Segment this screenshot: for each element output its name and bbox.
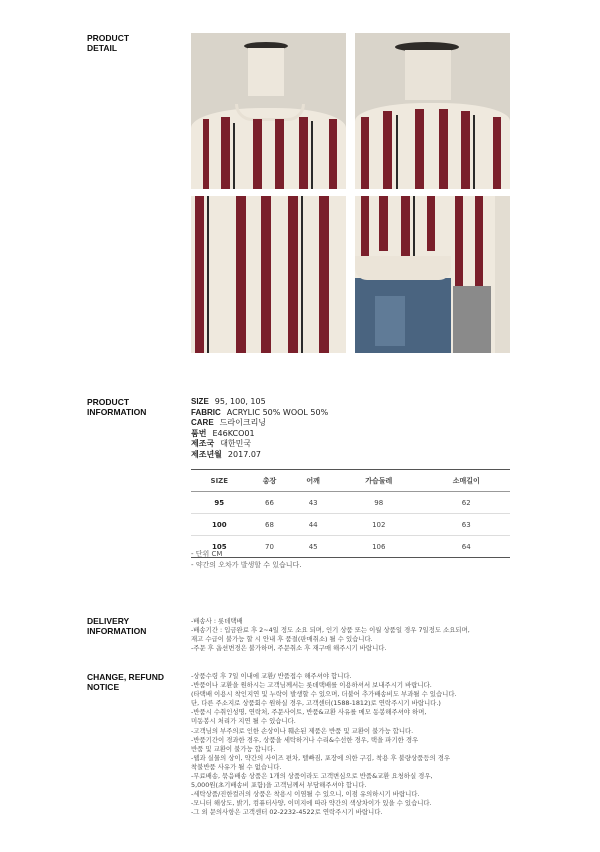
table-cell: 95 <box>214 498 225 507</box>
refund-line: -모니터 해상도, 밝기, 컴퓨터사양, 이미지에 따라 약간의 색상차이가 있을 수 있습니다. <box>191 799 432 808</box>
table-cell: 63 <box>461 520 471 529</box>
refund-line: -고객님의 부주의로 인한 손상이나 훼손된 제품은 반품 및 교환이 불가능 합니다. <box>191 726 414 735</box>
note-tolerance: - 약간의 오차가 발생할 수 있습니다. <box>191 561 302 569</box>
table-cell: 98 <box>374 498 384 507</box>
detail-photo-cuff <box>355 196 510 353</box>
column-header: 가슴둘레 <box>365 476 393 485</box>
change-refund-notice-title: CHANGE, REFUND NOTICE <box>87 672 164 692</box>
table-cell: 66 <box>264 498 274 507</box>
info-row-care: CARE 드라이크리닝 <box>191 418 267 427</box>
column-header: 총장 <box>262 476 277 485</box>
info-row-country: 제조국 대한민국 <box>191 439 252 448</box>
table-row <box>191 514 510 536</box>
table-cell: 100 <box>211 520 227 529</box>
product-detail-title: PRODUCT DETAIL <box>87 33 130 53</box>
refund-line: -무료배송, 묶음배송 상품은 1개의 상품이라도 고객변심으로 반품&교환 요청하실 경우, <box>191 772 433 781</box>
product-info-list <box>191 397 328 460</box>
table-row <box>191 492 510 514</box>
refund-notice-text <box>191 672 457 818</box>
table-cell: 105 <box>211 542 227 551</box>
delivery-information-title: DELIVERY INFORMATION <box>87 616 147 636</box>
info-row-fabric: FABRIC ACRYLIC 50% WOOL 50% <box>191 407 329 417</box>
table-cell: 64 <box>461 542 471 551</box>
table-cell: 45 <box>308 542 318 551</box>
table-cell: 44 <box>308 520 318 529</box>
column-header: SIZE <box>210 476 229 485</box>
delivery-line: -주문 후 옵션변경은 불가하며, 주문취소 후 재구매 해주시기 바랍니다. <box>191 644 387 653</box>
refund-line: 착불반품 사유가 될 수 없습니다. <box>191 762 282 771</box>
delivery-line: 재고 수급이 불가능 할 시 안내 후 품절(판매취소) 될 수 있습니다. <box>191 635 373 644</box>
table-cell: 43 <box>308 498 318 507</box>
refund-line: -반품기간이 경과한 경우, 상품을 세탁하거나 수리&수선한 경우, 택을 파기한 경우 <box>191 735 419 744</box>
refund-line: 미동봉시 처리가 지연 될 수 있습니다. <box>191 717 296 726</box>
refund-line: 반품 및 교환이 불가능 합니다. <box>191 744 276 753</box>
product-information-title: PRODUCT INFORMATION <box>87 397 147 417</box>
table-cell: 70 <box>264 542 274 551</box>
delivery-text <box>191 617 470 653</box>
size-notes <box>191 549 302 571</box>
detail-photo-back-neck <box>355 33 510 189</box>
refund-line: -세탁상품/진한컬러의 상품은 착용시 이염될 수 있으니, 이점 유의하시기 바랍니다. <box>191 790 420 799</box>
info-row-item-code: 품번 E46KCO01 <box>191 428 255 438</box>
info-row-size: SIZE 95, 100, 105 <box>191 397 266 406</box>
detail-photo-fabric <box>191 196 346 353</box>
size-table-header <box>191 470 510 492</box>
note-unit: - 단위 CM <box>191 550 223 558</box>
column-header: 어깨 <box>306 476 320 485</box>
refund-line: -그 외 문의사항은 고객센터 02-2232-4522로 연락주시기 바랍니다. <box>191 808 383 817</box>
column-header: 소매길이 <box>452 476 480 485</box>
table-cell: 102 <box>372 520 386 529</box>
delivery-line: -배송기간 : 입금완료 후 2~4일 정도 소요 되며, 인기 상품 또는 이월 상품일 경우 7일정도 소요되며, <box>191 626 470 635</box>
size-table <box>191 469 510 558</box>
table-cell: 68 <box>264 520 274 529</box>
table-cell: 106 <box>372 542 386 551</box>
info-row-manufactured: 제조년월 2017.07 <box>191 449 262 459</box>
table-cell: 62 <box>461 498 471 507</box>
detail-photo-front-neck <box>191 33 346 189</box>
refund-line: 5,000원(초기배송비 포함)을 고객님께서 부담해주셔야 합니다. <box>191 781 367 790</box>
refund-line: -상품수령 후 7일 이내에 교환/ 반품접수 해주셔야 합니다. <box>191 672 352 680</box>
refund-line: -반품시 수취인성명, 연락처, 주문사이트, 반품&교환 사유를 메모 동봉해주셔야 하며, <box>191 708 427 717</box>
delivery-line: -배송사 : 롯데택배 <box>191 617 243 625</box>
refund-line: -반품이나 교환을 원하시는 고객님께서는 롯데택배를 이용하셔서 보내주시기 바랍니다. <box>191 681 432 690</box>
refund-line: (타택배 이용시 착인지연 및 누락이 발생할 수 있으며, 더불어 추가배송비도 부과될 수 있습니다. <box>191 690 457 699</box>
refund-line: 단, 다른 주소지로 상품회수 원하실 경우, 고객센터(1588-1812)로 연락주시기 바랍니다.) <box>191 699 441 708</box>
refund-line: -웹과 실물의 상이, 약간의 사이즈 편차, 텔빠짐, 포장에 의한 구김, 착용 후 불량상품등의 경우 <box>191 753 451 762</box>
